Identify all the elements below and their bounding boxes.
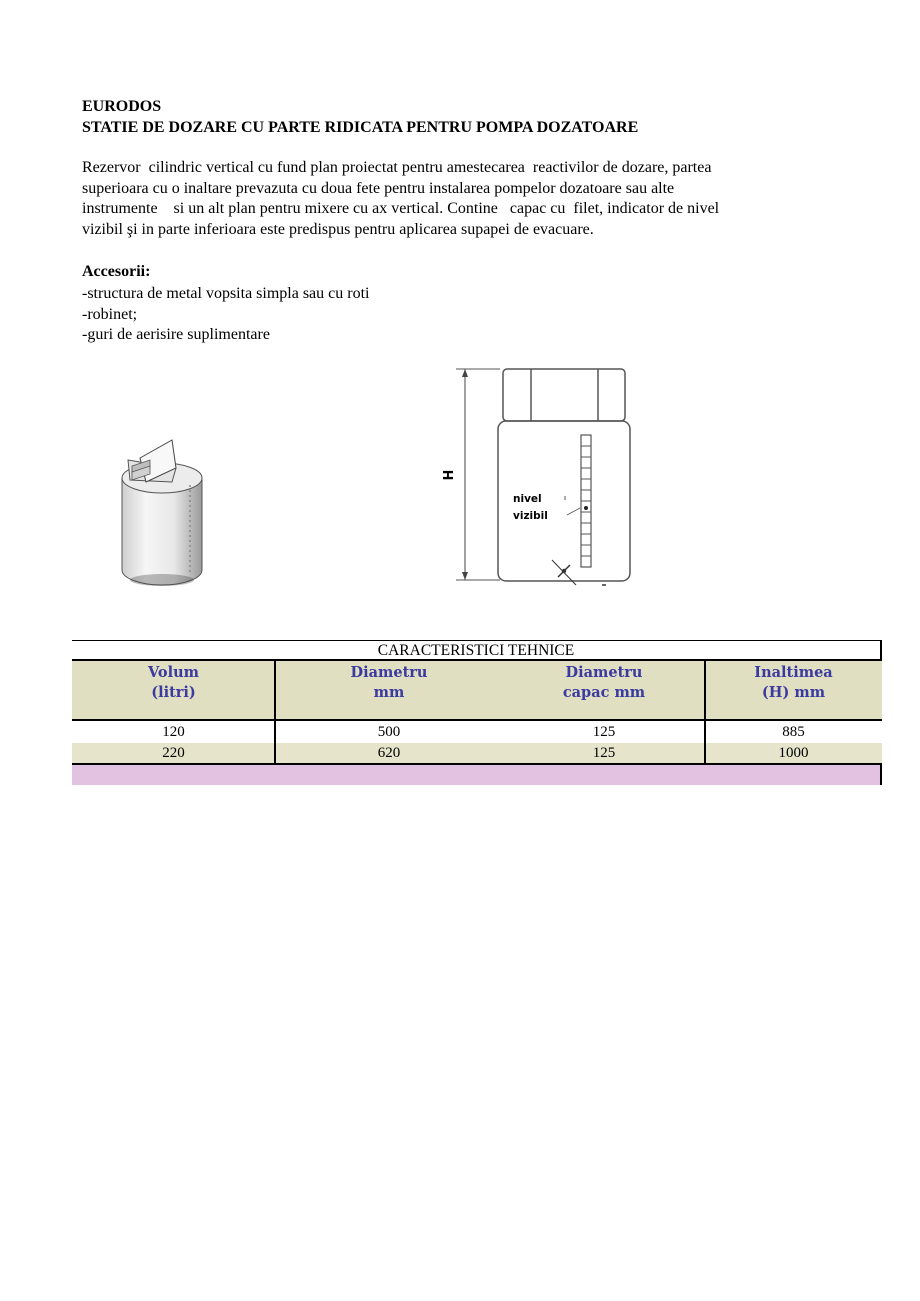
- table-header-row: [72, 661, 882, 721]
- header-diameter: [277, 661, 501, 719]
- table-cell: 125: [592, 724, 616, 740]
- height-label: H: [442, 469, 457, 481]
- accessory-item: -robinet;: [82, 305, 138, 323]
- accessory-item: -structura de metal vopsita simpla sau cu roti: [82, 285, 370, 302]
- table-cell: 125: [592, 745, 616, 761]
- table-title: CARACTERISTICI TEHNICE: [72, 640, 882, 661]
- header-cap-diameter: [492, 661, 716, 719]
- header-line: Inaltimea: [754, 664, 833, 681]
- level-label-1: nivel: [513, 493, 542, 505]
- description-line: superioara cu o inaltare prevazuta cu doua fete pentru instalarea pompelor dozatoare sau alte: [82, 179, 675, 197]
- table-cell: 620: [377, 745, 401, 761]
- description-line: Rezervor cilindric vertical cu fund plan proiectat pentru amestecarea reactivilor de dozare, partea: [82, 159, 712, 176]
- table-cell: 120: [162, 724, 185, 740]
- accessories-list: [82, 284, 369, 346]
- header-line: (H) mm: [761, 684, 826, 701]
- table-cell: 220: [162, 745, 185, 761]
- description-line: vizibil şi in parte inferioara este predispus pentru aplicarea supapei de evacuare.: [82, 221, 594, 239]
- description-line: instrumente si un alt plan pentru mixere cu ax vertical. Contine capac cu filet, indicator de nivel: [82, 200, 720, 218]
- accessories-heading: Accesorii:: [82, 263, 151, 280]
- tank-illustration: [110, 430, 215, 595]
- document-subtitle: STATIE DE DOZARE CU PARTE RIDICATA PENTRU POMPA DOZATOARE: [82, 119, 639, 136]
- header-line: Diametru: [565, 664, 643, 681]
- description-paragraph: [82, 158, 822, 241]
- document-title: EURODOS: [82, 98, 162, 115]
- table-cell: 500: [377, 724, 401, 740]
- table-footer-band: [72, 764, 882, 785]
- header-line: Diametru: [350, 664, 428, 681]
- table-row: [72, 722, 882, 743]
- level-label-2: vizibil: [513, 510, 548, 522]
- column-divider: [704, 661, 706, 764]
- table-cell: 885: [782, 724, 805, 740]
- header-volume: [72, 661, 275, 719]
- header-height: [707, 661, 880, 719]
- technical-drawing: [440, 365, 640, 590]
- accessory-item: -guri de aerisire suplimentare: [82, 326, 270, 343]
- table-right-border: [880, 764, 882, 785]
- header-line: Volum: [148, 664, 199, 681]
- header-line: mm: [373, 684, 405, 701]
- table-cell: 1000: [778, 745, 809, 761]
- header-line: capac mm: [562, 684, 646, 701]
- table-row: [72, 743, 882, 764]
- header-line: (litri): [151, 684, 196, 701]
- column-divider: [274, 661, 276, 764]
- table-bottom-rule: [72, 763, 882, 765]
